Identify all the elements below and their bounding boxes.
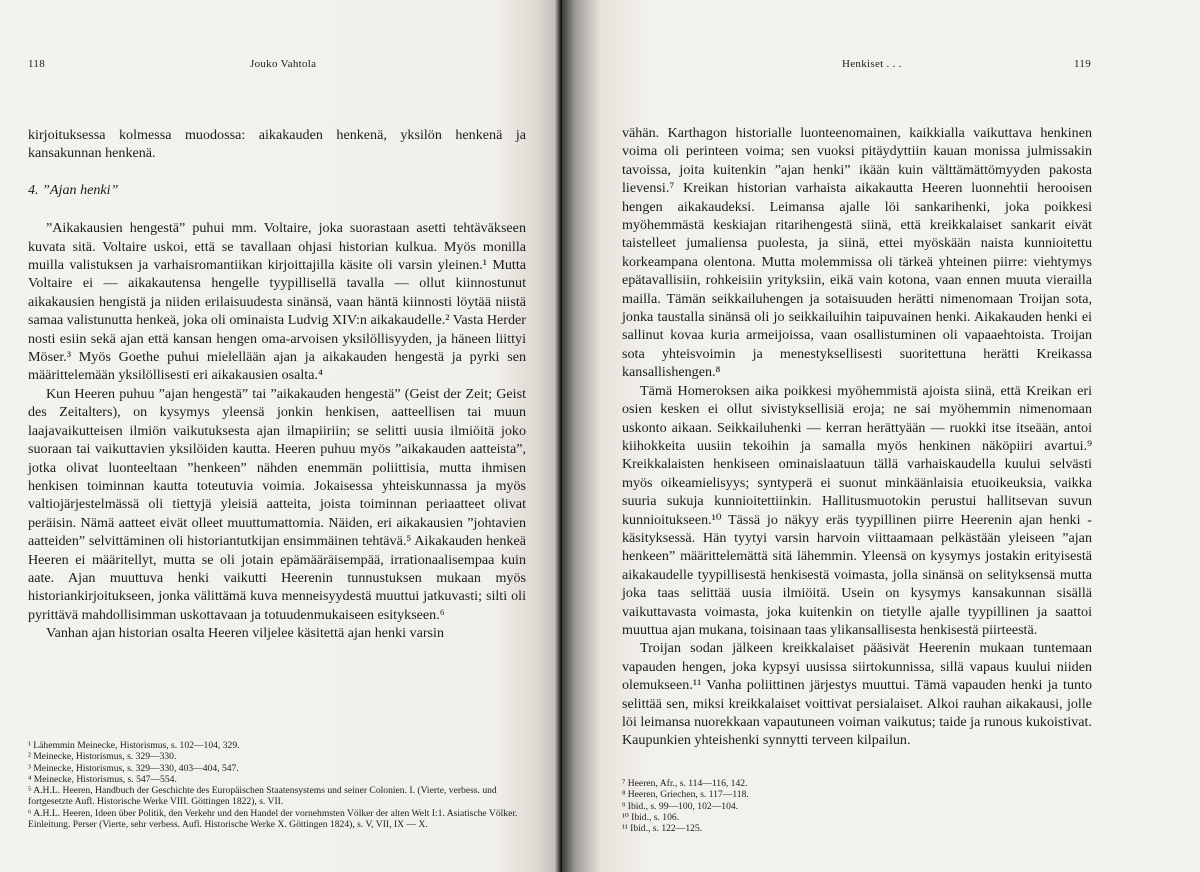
right-body-text <box>622 124 1092 750</box>
right-page <box>562 0 1200 872</box>
paragraph-1: vähän. Karthagon historialle luonteenomainen, kaikkialla vaikuttava henkinen voima oli perinteen voima; sen vuoksi pitäydyttiin kauan monissa julmissakin tavoissa, joita kuitenkin ”ajan henki” ikään kuin välttämättömyyden pakosta lievensi.⁷ Kreikan historian varhaista aikakautta Heeren luonnehtii herooisen hengen aikakaudeksi. Leimansa ajalle löi sankarihenki, joka poikkesi myöhemmästä keskiajan ritarihengestä siinä, että kreikkalaiset sankarit eivät taistelleet jumaliensa puolesta, ja siinä, ettei myöskään naista kunnioitettu korkeampana olentona. Mutta molemmissa oli tärkeä yhteinen piirre: viehtymys epätavallisiin, rohkeisiin yrityksiin, eikä vain kotona, vaan ennen muuta vierailla mailla. Tämän seikkailuhengen ja sotaisuuden herätti nimenomaan Troijan sota, jonka taustalla sinänsä oli jo seikkailuihin taipuvainen henki. Aikakauden henki ei sallinut kovaa kuria armeijoissa, vaan osallistuminen oli vapaaehtoista. Troijan sota yhteisvoimin ja menestyksellisesti suoritettuna herätti Kreikassa kansallishengen.⁸ <box>622 125 1092 381</box>
footnote: ⁶ A.H.L. Heeren, Ideen über Politik, den Verkehr und den Handel der vornehmsten Völker der alten Welt I:1. Asiatische Völker. Einleitung. Perser (Vierte, sehr verbess. Aufl. Historische Werke X. Göttingen 1824), s. V, VII, IX — X. <box>28 807 518 831</box>
footnote: ¹¹ Ibid., s. 122—125. <box>622 823 703 835</box>
paragraph-1: ”Aikakausien hengestä” puhui mm. Voltaire, joka suorastaan asetti tehtäväkseen kuvata sitä. Voltaire uskoi, että se tavallaan ohjasi historian kulkua. Myös monilla muilla valistuksen ja varhaisromantiikan kirjoittajilla käsite oli varsin yleinen.¹ Mutta Voltaire ei — aikakautensa hengelle tyypillisellä tavalla — ollut kiinnostunut aikakausien hengistä ja niiden erilaisuudesta sinänsä, vaan häntä kiinnosti löytää niistä samaa valistunutta henkeä, joka oli ominaista Ludvig XIV:n aikakaudelle.² Vasta Herder nosti esiin sekä ajan että kansan hengen oma-arvoisen yksilöllisyyden, ja häneen liittyi Möser.³ Myös Goethe puhui mielellään ajan ja aikakauden hengestä ja pyrki sen määrittelemään yksilöllisesti eri aikakausien osalta.⁴ <box>28 220 526 384</box>
right-footnotes <box>622 778 922 834</box>
footnote: ⁵ A.H.L. Heeren, Handbuch der Geschichte des Europäischen Staatensystems und seiner Colonien. I. (Vierte, verbess. und fortgesetzte Aufl. Historische Werke VIII. Göttingen 1822), s. VII. <box>28 785 497 808</box>
intro-paragraph: kirjoituksessa kolmessa muodossa: aikakauden henkenä, yksilön henkenä ja kansakunnan henkenä. <box>28 127 526 162</box>
right-running-head: Henkiset . . . <box>842 58 902 70</box>
footnote: ³ Meinecke, Historismus, s. 329—330, 403—404, 547. <box>28 762 239 774</box>
left-page-number: 118 <box>28 58 45 70</box>
paragraph-3: Troijan sodan jälkeen kreikkalaiset pääsivät Heerenin mukaan tuntemaan vapauden hengen, joka kypsyi uusissa siirtokunnissa, sillä vapaus kuului niiden olemukseen.¹¹ Vanha poliittinen järjestys muuttui. Tämä vapauden henki ja tunto selittää sen, miksi kreikkalaiset voittivat persialaiset. Alkoi rauhan aikakausi, jolle löi leimansa nuorekkaan vapautuneen voiman vaikutus; taide ja runous kukoistivat. Kaupunkien yhteishenki synnytti terveen kilpailun. <box>622 640 1092 749</box>
footnote: ⁸ Heeren, Griechen, s. 117—118. <box>622 789 749 801</box>
left-running-head: Jouko Vahtola <box>250 58 317 70</box>
left-body-text <box>28 126 526 643</box>
footnote: ⁹ Ibid., s. 99—100, 102—104. <box>622 800 739 812</box>
paragraph-2: Kun Heeren puhuu ”ajan hengestä” tai ”aikakauden hengestä” (Geist der Zeit; Geist des Zeitalters), on kysymys yleensä jonkin henkisen, aatteellisen tai muun laajavaikutteisen ilmiön vaikutuksesta ajan ilmapiiriin; se selitti uusia ilmiöitä joko suoraan tai vaikuttavien yksilöiden kautta. Heeren puhuu myös ”aikakauden aatteista”, jotka olivat luonteeltaan ”henkeen” nähden enemmän poliittisia, mutta ihmisen henkisen toiminnan kautta toteutuvia voimia. Jokaisessa yhteiskunnassa ja myös valtiojärjestelmässä oli tiettyjä yleisiä aatteita, joista toiminnan periaatteet olivat peräisin. Nämä aatteet eivät olleet muuttumattomia. Näiden, eri aikakausien ”johtavien aatteiden” selvittäminen oli historiantutkijan ensimmäinen tehtävä.⁵ Aikakauden henkeä Heeren ei määritellyt, mutta se oli jotain epämääräisempää, irrationaalisempaa kuin aate. Ajan muuttuva henki vaikutti Heerenin tunnustuksen mukaan myös historiankirjoitukseen, jonka välittämä kuva menneisyydestä muuttui jatkuvasti; silti oli pyrittävä mahdollisimman uskottavaan ja totuudenmukaiseen esitykseen.⁶ <box>28 385 526 623</box>
footnote: ⁷ Heeren, Afr., s. 114—116, 142. <box>622 778 748 789</box>
footnote: ¹ Lähemmin Meinecke, Historismus, s. 102—104, 329. <box>28 740 240 751</box>
footnote: ¹⁰ Ibid., s. 106. <box>622 811 680 823</box>
footnote: ⁴ Meinecke, Historismus, s. 547—554. <box>28 773 177 785</box>
left-footnotes <box>28 740 528 830</box>
paragraph-2: Tämä Homeroksen aika poikkesi myöhemmistä ajoista siinä, että Kreikan eri osien kesken ei ollut sivistyksellisiä eroja; ne sai myöhemmin nimenomaan uskonto aikaan. Seikkailuhenki — kerran herättyään — ruokki itse itseään, antoi kiihokkeita uusiin tekoihin ja samalla myös henkinen näköpiiri avartui.⁹ Kreikkalaisten henkiseen ominaislaatuun tällä varhaiskaudella kuului selvästi myös oikeamielisyys; syntyperä ei suonut minkäänlaisia etuoikeuksia, vaikka suuria sukuja kunnioitettiinkin. Hallitusmuotokin perustui hallitsevan suvun kunnioitukseen.¹⁰ Tässä jo näkyy eräs tyypillinen piirre Heerenin ajan henki -käsityksessä. Hän tyytyi varsin harvoin viittaamaan pelkästään yleiseen ”ajan henkeen” määrittelemättä sitä lähemmin. Yleensä on kysymys jostakin erityisestä aikakaudelle tyypillisestä henkisestä voimasta, jolla sinänsä on selityksensä mutta joka taas selittää uusia ilmiöitä. Usein on kysymys kansakunnan sisällä vaikuttavasta voimasta, joka kuitenkin on tietylle ajalle tyypillinen ja saattoi muuttua ajan mukana, toisinaan taas ylikansallisesta henkisestä piirteestä. <box>622 382 1092 638</box>
footnote: ² Meinecke, Historismus, s. 329—330. <box>28 751 177 763</box>
left-page <box>0 0 560 872</box>
section-heading: 4. ”Ajan henki” <box>28 181 119 198</box>
paragraph-3: Vanhan ajan historian osalta Heeren viljelee käsitettä ajan henki varsin <box>46 625 444 642</box>
right-page-number: 119 <box>1074 58 1091 70</box>
